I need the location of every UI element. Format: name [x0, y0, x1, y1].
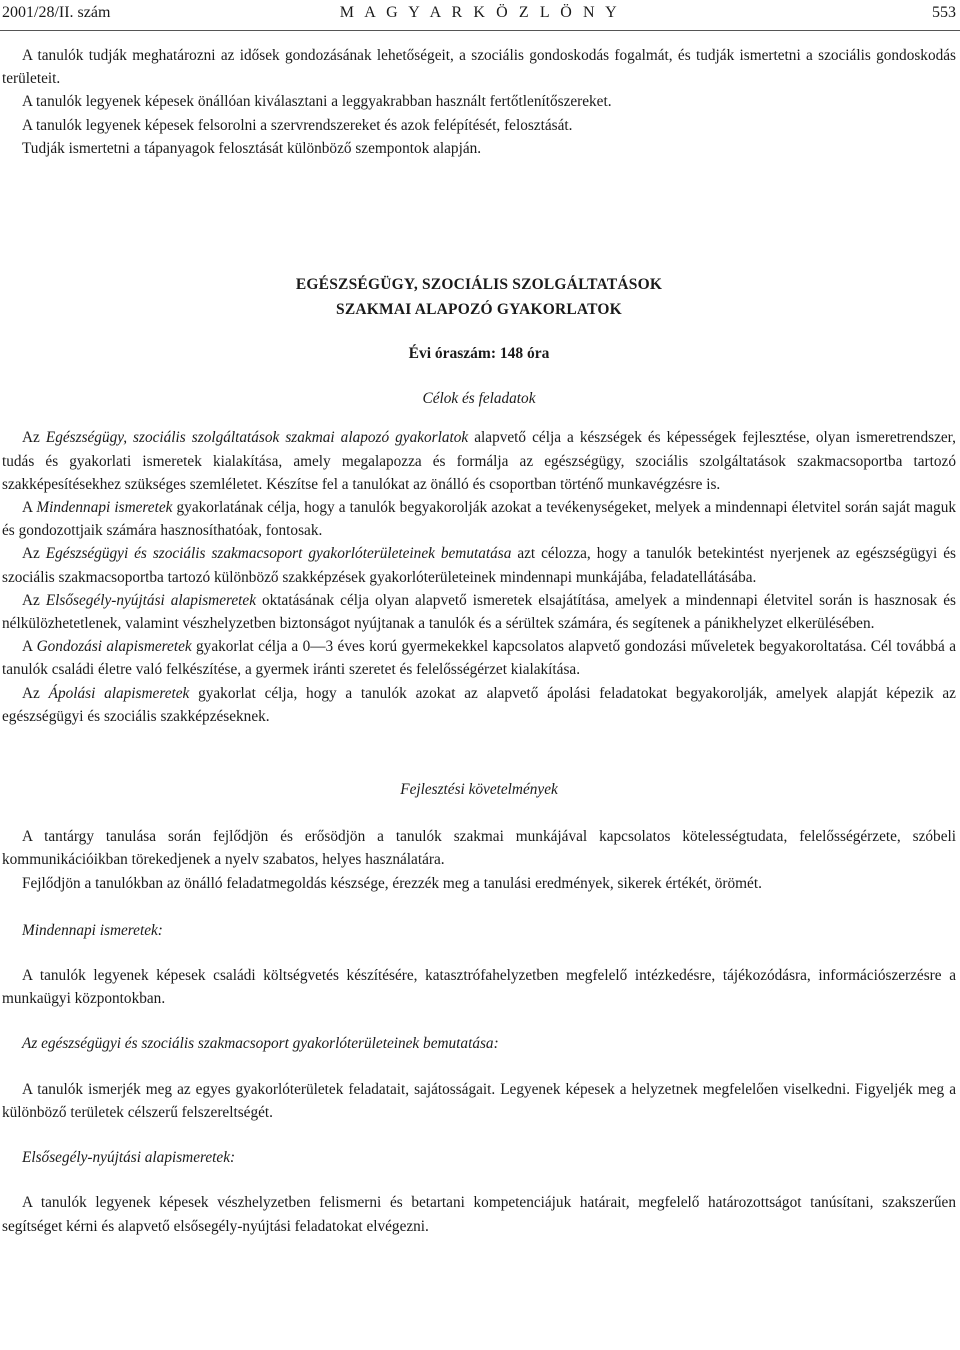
intro-paragraphs	[2, 44, 956, 160]
goal-paragraph: Az Elsősegély-nyújtási alapismeretek oktatásának célja olyan alapvető ismeretek elsajátítása, amelyek a mindennapi életvitel során is hasznosak és nélkülözhetetlenek, valamint vészhelyzetben biztonságot nyújtanak a tanulók és a sérültek számára, és segítenek a pánikhelyzet elkerülésében.	[2, 591, 956, 633]
goal-subject: Egészségügy, szociális szolgáltatások szakmai alapozó gyakorlatok	[45, 429, 469, 447]
issue-number: 2001/28/II. szám	[2, 4, 111, 21]
goal-paragraph: A Mindennapi ismeretek gyakorlatának célja, hogy a tanulók begyakorolják azokat a tevékenységeket, melyek a mindennapi életvitel során saját maguk és gondozottjaik számára hasznosíthatóak, fontosak.	[2, 499, 957, 540]
document-body	[2, 44, 956, 1238]
goals-heading: Célok és feladatok	[422, 390, 536, 408]
subsection	[2, 919, 956, 1011]
annual-hours: Évi óraszám: 148 óra	[408, 345, 550, 363]
goal-paragraph: Az Egészségügy, szociális szolgáltatások szakmai alapozó gyakorlatok alapvető célja a készségek és képességek fejlesztése, olyan ismeretrendszer, tudás és gyakorlati ismeretek kialakítása, amely megalapozza és formálja az egészségügy, szociális szolgáltatások szakmacsoportba tartozó szakképesítésekhez szükséges szemléletet. Készítse fel a tanulókat az önálló és csoportban történő munkavégzésre is.	[2, 429, 956, 493]
subsection	[2, 1032, 956, 1124]
section-title-line-2: SZAKMAI ALAPOZÓ GYAKORLATOK	[336, 301, 622, 319]
paragraph: A tanulók tudják meghatározni az idősek gondozásának lehetőségeit, a szociális gondoskodás fogalmát, és tudják ismertetni a szociális gondoskodás területeit.	[2, 47, 956, 88]
journal-title: M A G Y A R K Ö Z L Ö N Y	[339, 4, 621, 21]
goal-subject: Ápolási alapismeretek	[48, 684, 190, 702]
goal-paragraph: A Gondozási alapismeretek gyakorlat célja a 0—3 éves korú gyermekekkel kapcsolatos alapvető gondozási műveletek begyakoroltatása. Cél továbbá a tanulók családi életre való felkészítése, a gyermek iránti szeretet és felelősségérzet kialakítása.	[2, 638, 957, 679]
page-number: 553	[932, 4, 956, 21]
subsection-heading: Mindennapi ismeretek:	[22, 921, 163, 939]
paragraph: Fejlődjön a tanulókban az önálló feladatmegoldás készsége, érezzék meg a tanulási eredmények, sikerek értékét, örömét.	[22, 874, 762, 892]
page-header	[0, 0, 960, 30]
section-title-line-1: EGÉSZSÉGÜGY, SZOCIÁLIS SZOLGÁLTATÁSOK	[295, 276, 663, 294]
goal-subject: Gondozási alapismeretek	[36, 638, 192, 656]
requirements-section	[2, 825, 956, 895]
subsection-heading: Az egészségügyi és szociális szakmacsoport gyakorlóterületeinek bemutatása:	[22, 1035, 499, 1053]
goal-subject: Egészségügyi és szociális szakmacsoport gyakorlóterületeinek bemutatása	[45, 545, 512, 563]
goal-paragraph: Az Ápolási alapismeretek gyakorlat célja, hogy a tanulók azokat az alapvető ápolási feladatokat begyakorolják, amelyek alapját képezik az egészségügyi és szociális szakképzéseknek.	[2, 684, 956, 725]
goal-subject: Mindennapi ismeretek	[36, 499, 173, 517]
requirements-heading: Fejlesztési követelmények	[400, 781, 558, 799]
section-title	[2, 272, 956, 365]
subsection	[2, 1146, 956, 1238]
paragraph: A tantárgy tanulása során fejlődjön és erősödjön a tanulók szakmai munkájával kapcsolatos kötelességtudata, felelősségérzete, szóbeli kommunikációikban törekedjenek a nyelv szabatos, helyes használatára.	[2, 828, 956, 869]
paragraph: A tanulók legyenek képesek önállóan kiválasztani a leggyakrabban használt fertőtlenítőszereket.	[22, 93, 612, 111]
subsection-heading: Elsősegély-nyújtási alapismeretek:	[22, 1149, 236, 1167]
goals-section	[2, 426, 956, 728]
header-rule	[0, 30, 960, 31]
paragraph: A tanulók legyenek képesek felsorolni a szervrendszereket és azok felépítését, felosztását.	[22, 116, 573, 134]
paragraph: A tanulók legyenek képesek családi költségvetés készítésére, katasztrófahelyzetben megfelelő intézkedésre, tájékozódásra, információszerzésre a munkaügyi központokban.	[2, 967, 956, 1008]
goal-subject: Elsősegély-nyújtási alapismeretek	[45, 591, 256, 609]
goal-paragraph: Az Egészségügyi és szociális szakmacsoport gyakorlóterületeinek bemutatása azt célozza, hogy a tanulók betekintést nyerjenek az egészségügyi és szociális szakmacsoportba tartozó különböző szakképzések gyakorlóterületeinek mindennapi munkájába, feladatellátásába.	[2, 545, 956, 586]
paragraph: A tanulók ismerjék meg az egyes gyakorlóterületek feladatait, sajátosságait. Legyenek képesek a helyzetnek megfelelően viselkedni. Figyeljék meg a különböző területek célszerű felszereltségét.	[2, 1080, 956, 1121]
paragraph: A tanulók legyenek képesek vészhelyzetben felismerni és betartani kompetenciájuk határait, megfelelő határozottságot tanúsítani, szakszerűen segítséget kérni és alapvető elsősegély-nyújtási feladatokat elvégezni.	[2, 1194, 956, 1235]
paragraph: Tudják ismertetni a tápanyagok felosztását különböző szempontok alapján.	[22, 139, 482, 157]
